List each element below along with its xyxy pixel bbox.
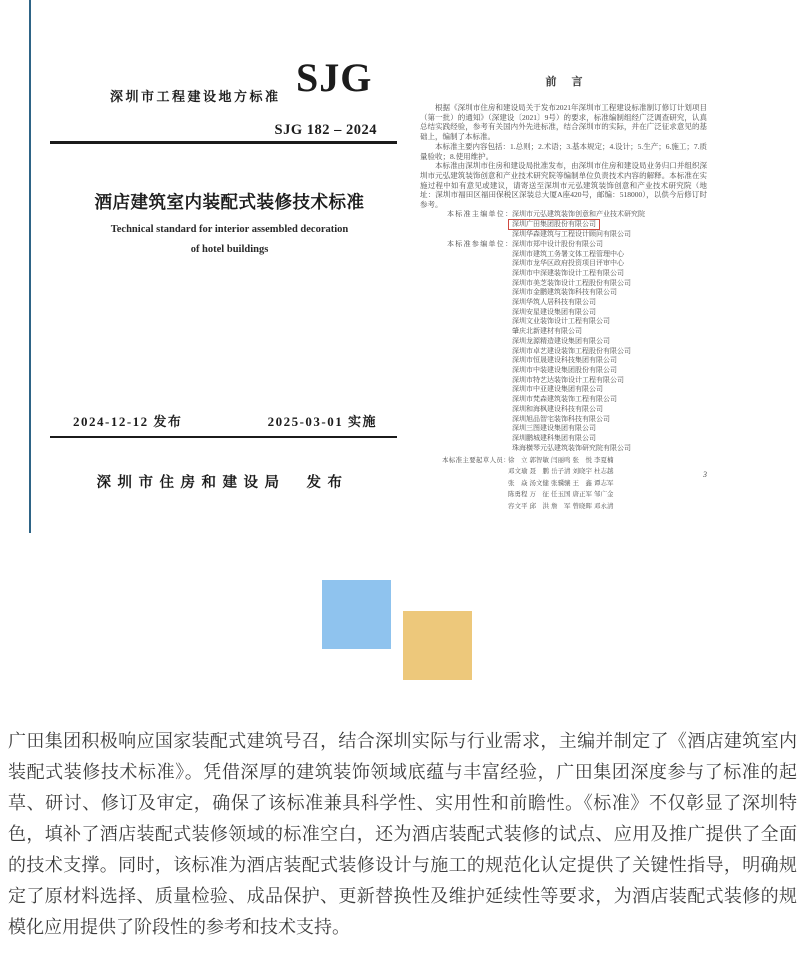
- left-accent-line: [29, 0, 31, 533]
- participant-unit: 深圳市郑中设计股份有限公司: [512, 239, 603, 248]
- drafter-name: 岳子清: [551, 468, 571, 476]
- cover-bottom-rule: [50, 436, 397, 438]
- participant-unit: 深圳市恒晟建设科技集团有限公司: [512, 356, 617, 365]
- foreword-paragraph: 根据《深圳市住房和建设局关于发布2021年深圳市工程建设标准制订修订计划项目（第一批）的通知》（深建设〔2021〕9号）的要求，标准编制组经广泛调查研究，认真总结实践经验，参考有关国内外先进标准，结合深圳市的实际，并在广泛征求意见的基础上，编制了本标准。: [420, 103, 707, 142]
- cover-top-rule: [50, 141, 397, 144]
- participant-unit: 深圳市中亚建设集团有限公司: [512, 385, 603, 394]
- participant-unit: 深圳和海枫建设科技有限公司: [512, 404, 603, 413]
- standard-title-en-line1: Technical standard for interior assembled decoration: [110, 224, 349, 235]
- drafter-name: 邹广金: [594, 491, 614, 499]
- drafter-name: 李夏楠: [594, 456, 614, 464]
- drafter-name: 邓文瑜: [508, 468, 528, 476]
- chief-unit: 深圳市元弘建筑装饰创意和产业技术研究院: [512, 209, 645, 218]
- participant-unit: 深圳文业装饰设计工程有限公司: [512, 317, 610, 326]
- participant-unit: 深圳市金鹏建筑装饰科技有限公司: [512, 288, 617, 297]
- implement-date: 2025-03-01 实施: [267, 414, 377, 429]
- participant-unit: 深圳市龙华区政府投资项目评审中心: [512, 259, 624, 268]
- page-number: 3: [703, 470, 707, 479]
- participant-unit: 深圳鹏城建科集团有限公司: [512, 433, 596, 442]
- drafter-name: 容文平: [508, 502, 528, 510]
- drafter-name: 聂 鹏: [529, 468, 549, 476]
- participant-unit: 深圳龙源精造建设集团有限公司: [512, 336, 610, 345]
- participant-unit: 深圳市卓艺建设装饰工程股份有限公司: [512, 346, 631, 355]
- foreword-paragraph: 本标准由深圳市住房和建设局批准发布，由深圳市住房和建设局业务归口并组织深圳市元弘建筑装饰创意和产业技术研究院等编制单位负责技术内容的解释。本标准在实施过程中如有意见或建议，请寄送至深圳市元弘建筑装饰创意和产业技术研究院（地址：深圳市福田区福田保税区深装总大厦A座420号，邮编：518000），以供今后修订时参考。: [420, 161, 707, 210]
- participant-unit: 深圳安星建设集团有限公司: [512, 307, 596, 316]
- standard-number: SJG 182 – 2024: [274, 122, 377, 138]
- chief-editor-label: 本标准主编单位：: [447, 209, 514, 218]
- drafter-name: 陈勇程: [508, 491, 528, 499]
- participant-unit: 深圳三图建设集团有限公司: [512, 424, 596, 433]
- drafter-name: 刘晓宇: [572, 468, 592, 476]
- drafter-name: 唐正军: [572, 491, 592, 499]
- participant-label: 本标准参编单位：: [447, 239, 514, 248]
- standard-title-cn: 酒店建筑室内装配式装修技术标准: [94, 192, 365, 212]
- standard-type-label: 深圳市工程建设地方标准: [110, 89, 281, 104]
- yellow-decor-square: [403, 611, 472, 680]
- foreword-paragraphs: [420, 103, 707, 210]
- participant-unit: 深圳市梵森建筑装饰工程有限公司: [512, 395, 617, 404]
- participant-unit: 深圳旭品智宅装饰科技有限公司: [512, 414, 610, 423]
- standard-title-en-line2: of hotel buildings: [190, 244, 269, 255]
- drafter-name: 王 鑫: [572, 479, 592, 487]
- drafters-label: 本标准主要起草人员：: [442, 457, 510, 465]
- participant-unit: 深圳市中装建设集团股份有限公司: [512, 365, 617, 374]
- drafter-name: 张骥骧: [551, 479, 571, 487]
- drafter-name: 郭智敏: [529, 456, 549, 464]
- drafter-name: 张 焱: [508, 479, 528, 487]
- drafter-name: 任玉国: [551, 491, 571, 499]
- participant-unit: 珠海横琴元弘建筑装饰研究院有限公司: [512, 443, 631, 452]
- foreword-title: 前 言: [545, 76, 585, 88]
- chief-editor-block: [420, 210, 710, 240]
- foreword-paragraph: 本标准主要内容包括：1.总则；2.术语；3.基本规定；4.设计；5.生产；6.施工；7.质量验收；8.使用维护。: [420, 141, 707, 161]
- participant-unit: 深圳市特艺达装饰设计工程有限公司: [512, 375, 624, 384]
- standard-cover-page: [40, 40, 405, 530]
- drafter-name: 詹 军: [551, 502, 571, 510]
- chief-unit: 深圳华森建筑与工程设计顾问有限公司: [512, 230, 631, 239]
- drafter-name: 杜志越: [594, 468, 614, 476]
- participant-unit: 深圳华筑人居科技有限公司: [512, 298, 596, 307]
- participant-unit: 深圳市美芝装饰设计工程股份有限公司: [512, 278, 631, 287]
- drafter-name: 闫丽鸣: [551, 456, 571, 464]
- participant-block: [420, 240, 710, 453]
- participant-unit: 深圳市建筑工务署文体工程管理中心: [512, 249, 624, 258]
- publisher-line: 深圳市住房和建设局 发布: [96, 475, 349, 491]
- drafter-name: 汤文健: [529, 479, 549, 487]
- blue-decor-square: [322, 580, 391, 649]
- foreword-page: [415, 40, 715, 520]
- drafter-name: 张 悦: [572, 456, 592, 464]
- drafter-name: 徐 立: [508, 456, 528, 464]
- drafter-name: 曾晓晖: [572, 502, 592, 510]
- drafters-block: [420, 453, 710, 511]
- drafter-name: 谭志军: [594, 479, 614, 487]
- highlighted-company: 深圳广田集团股份有限公司: [508, 219, 600, 230]
- sjg-logo: SJG: [296, 55, 373, 100]
- drafter-name: 邱 洪: [529, 502, 549, 510]
- participant-unit: 肇庆北新建材有限公司: [512, 327, 582, 336]
- drafter-name: 邓永清: [594, 502, 614, 510]
- issue-date: 2024-12-12 发布: [73, 414, 183, 429]
- article-body-text: 广田集团积极响应国家装配式建筑号召，结合深圳实际与行业需求，主编并制定了《酒店建筑室内装配式装修技术标准》。凭借深厚的建筑装饰领域底蕴与丰富经验，广田集团深度参与了标准的起草、研讨、修订及审定，确保了该标准兼具科学性、实用性和前瞻性。《标准》不仅彰显了深圳特色，填补了酒店装配式装修领域的标准空白，还为酒店装配式装修的试点、应用及推广提供了全面的技术支撑。同时，该标准为酒店装配式装修设计与施工的规范化认定提供了关键性指导，明确规定了原材料选择、质量检验、成品保护、更新替换性及维护延续性等要求，为酒店装配式装修的规模化应用提供了阶段性的参考和技术支持。: [8, 731, 797, 937]
- drafter-name: 万 征: [529, 491, 549, 499]
- participant-units: [420, 240, 710, 453]
- participant-unit: 深圳市中深建装饰设计工程有限公司: [512, 268, 624, 277]
